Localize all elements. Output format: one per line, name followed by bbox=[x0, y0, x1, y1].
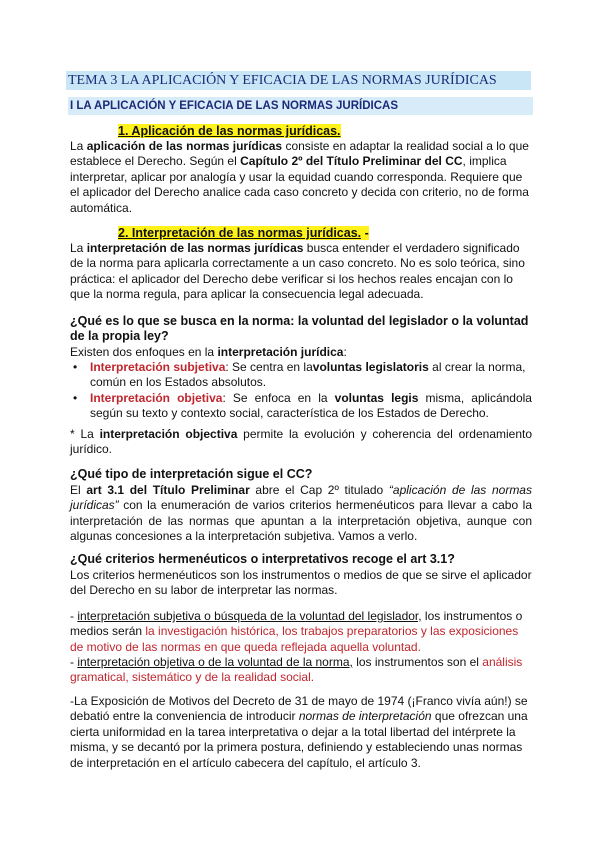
enfoques-list bbox=[70, 360, 532, 422]
question-voluntad: ¿Qué es lo que se busca en la norma: la voluntad del legislador o la voluntad de la propia ley? bbox=[70, 314, 529, 343]
bold-run: art 3.1 del Título Preliminar bbox=[86, 483, 250, 497]
note-interpretacion-objectiva bbox=[70, 427, 532, 458]
list-item bbox=[70, 391, 532, 422]
text-run: con la enumeración de varios criterios hermenéuticos para llevar a cabo la interpretación de las normas que apuntan a la interpretación objetiva, aunque con algunas concesiones a la interpretación subjetiva. Vamos a verlo. bbox=[70, 498, 532, 544]
question-tipo-cc: ¿Qué tipo de interpretación sigue el CC? bbox=[70, 467, 313, 481]
italic-run: normas de interpretación bbox=[298, 709, 432, 724]
criterio-subjetiva bbox=[70, 609, 532, 655]
text-run: misma, aplicándola según su texto y contexto social, característica de los Estados de Derecho. bbox=[90, 390, 532, 421]
section-subtitle: I LA APLICACIÓN Y EFICACIA DE LAS NORMAS JURÍDICAS bbox=[68, 97, 533, 115]
red-run: la investigación histórica, los trabajos preparatorios y las exposiciones de motivo de las normas en que queda reflejada aquella voluntad. bbox=[70, 624, 519, 654]
text-run: , implica interpretar, aplicar por analogía y usar la equidad cuando corresponda. Requiere que el aplicador del Derecho analice cada caso concreto y decida con criterio, no de forma automática. bbox=[70, 154, 529, 215]
text-run: al crear la norma, común en los Estados absolutos. bbox=[90, 360, 526, 390]
document-title: TEMA 3 LA APLICACIÓN Y EFICACIA DE LAS NORMAS JURÍDICAS bbox=[66, 71, 531, 90]
paragraph-art-3-1 bbox=[70, 483, 532, 545]
text-run: La bbox=[70, 139, 87, 153]
text-run: * La bbox=[70, 427, 100, 441]
text-run: El bbox=[70, 483, 87, 497]
red-run: análisis gramatical, sistemático y de la realidad social. bbox=[70, 655, 523, 685]
text-run: que ofrezcan una cierta uniformidad en la tarea interpretativa o dejar a la total libertad del intérprete la misma, y se decantó por la primera postura, definiendo y estableciendo unas normas de interpretación en el artículo cabecera del capítulo, el artículo 3. bbox=[70, 709, 528, 770]
underline-run: interpretación objetiva o de la voluntad de la norma, bbox=[77, 655, 353, 669]
text-run: los instrumentos son el bbox=[352, 655, 483, 669]
criterio-objetiva bbox=[70, 655, 532, 686]
paragraph-interpretacion bbox=[70, 241, 532, 303]
text-run: : bbox=[343, 345, 347, 359]
bold-run: Capítulo 2º del Título Preliminar del CC bbox=[240, 154, 463, 169]
text-run: busca entender el verdadero significado de la norma para aplicarla correctamente a un caso concreto. No es solo teórica, sino práctica: el aplicador del Derecho debe verificar si los hechos reales encajan con lo que la norma regula, para aplicar la consecuencia legal adecuada. bbox=[70, 241, 525, 302]
enfoques-intro bbox=[70, 345, 532, 360]
text-run: - bbox=[70, 609, 78, 623]
bullet-icon: • bbox=[73, 390, 78, 405]
text-run: permite la evolución y coherencia del ordenamiento jurídico. bbox=[70, 427, 533, 457]
red-run: Interpretación objetiva bbox=[90, 390, 223, 405]
text-run: los instrumentos o medios serán bbox=[70, 609, 523, 639]
text-run: : Se enfoca en la bbox=[222, 390, 335, 405]
bold-run: voluntas legislatoris bbox=[312, 360, 429, 374]
criterios-intro: Los criterios hermenéuticos son los instrumentos o medios de que se sirve el aplicador del Derecho en su labor de interpretar las normas. bbox=[70, 568, 532, 598]
bold-run: interpretación objectiva bbox=[99, 427, 238, 441]
underline-run: interpretación subjetiva o búsqueda de la voluntad del legislador, bbox=[77, 609, 422, 623]
paragraph-aplicacion bbox=[70, 139, 532, 216]
text-run: consiste en adaptar la realidad social a lo que establece el Derecho. Según el bbox=[70, 139, 529, 169]
red-run: Interpretación subjetiva bbox=[90, 360, 226, 374]
text-run: abre el Cap 2º titulado bbox=[249, 483, 389, 497]
heading-interpretacion-tail: - bbox=[361, 226, 369, 240]
list-item bbox=[70, 360, 532, 391]
heading-aplicacion-text: 1. Aplicación de las normas jurídicas. bbox=[118, 124, 341, 138]
bold-run: aplicación de las normas jurídicas bbox=[86, 139, 283, 153]
italic-run: “aplicación de las normas jurídicas” bbox=[70, 483, 532, 513]
text-run: Existen dos enfoques en la bbox=[70, 345, 218, 359]
bold-run: interpretación de las normas jurídicas bbox=[86, 241, 304, 255]
heading-interpretacion-text: 2. Interpretación de las normas jurídicas. bbox=[118, 226, 362, 240]
text-run: La bbox=[70, 241, 87, 255]
text-run: : Se centra en la bbox=[225, 360, 313, 374]
heading-aplicacion bbox=[118, 124, 341, 139]
question-criterios: ¿Qué criterios hermenéuticos o interpretativos recoge el art 3.1? bbox=[70, 552, 455, 566]
text-run: -La Exposición de Motivos del Decreto de 31 de mayo de 1974 (¡Franco vivía aún!) se debatió entre la conveniencia de introducir bbox=[70, 694, 528, 724]
heading-interpretacion bbox=[118, 226, 369, 241]
bold-run: interpretación jurídica bbox=[217, 345, 344, 359]
bold-run: voluntas legis bbox=[334, 390, 419, 405]
text-run: - bbox=[70, 655, 78, 669]
paragraph-exposicion-motivos bbox=[70, 694, 532, 771]
bullet-icon: • bbox=[73, 360, 78, 374]
